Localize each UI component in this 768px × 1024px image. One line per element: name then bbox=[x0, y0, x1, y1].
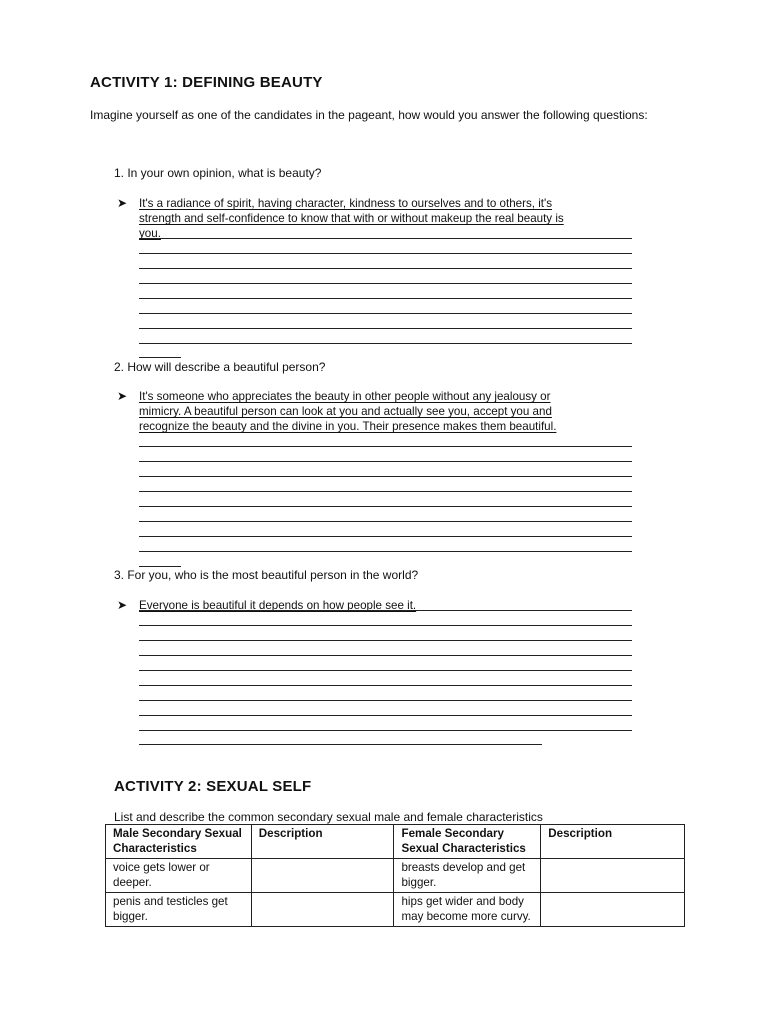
answer-line bbox=[139, 521, 632, 522]
answer-line bbox=[139, 655, 632, 656]
answer-line bbox=[139, 343, 632, 344]
answer-line bbox=[139, 685, 632, 686]
table-cell: hips get wider and body may become more curvy. bbox=[394, 893, 541, 927]
table-header-cell: Male Secondary Sexual Characteristics bbox=[106, 825, 252, 859]
arrow-bullet-icon: ➤ bbox=[117, 598, 128, 612]
answer-line bbox=[139, 238, 632, 239]
answer-line bbox=[139, 610, 632, 611]
characteristics-table bbox=[105, 824, 685, 927]
answer-line bbox=[139, 730, 632, 731]
activity1-title: ACTIVITY 1: DEFINING BEAUTY bbox=[90, 74, 323, 91]
answer-line bbox=[139, 551, 632, 552]
arrow-bullet-icon: ➤ bbox=[117, 389, 128, 403]
table-cell bbox=[541, 859, 685, 893]
table-cell: voice gets lower or deeper. bbox=[106, 859, 252, 893]
answer-line bbox=[139, 715, 632, 716]
answer-line bbox=[139, 476, 632, 477]
answer-line bbox=[139, 506, 632, 507]
answer-line bbox=[139, 446, 632, 447]
table-cell bbox=[251, 859, 394, 893]
answer-line bbox=[139, 640, 632, 641]
table-header-cell: Female Secondary Sexual Characteristics bbox=[394, 825, 541, 859]
answer-line bbox=[139, 253, 632, 254]
activity2-intro: List and describe the common secondary sexual male and female characteristics bbox=[114, 810, 543, 824]
answer-1-line-1: It's a radiance of spirit, having character, kindness to ourselves and to others, it's bbox=[139, 197, 552, 210]
activity2-title: ACTIVITY 2: SEXUAL SELF bbox=[114, 778, 312, 795]
table-cell bbox=[251, 893, 394, 927]
answer-line bbox=[139, 566, 181, 567]
answer-line bbox=[139, 491, 632, 492]
activity1-intro: Imagine yourself as one of the candidates in the pageant, how would you answer the following questions: bbox=[90, 108, 648, 122]
answer-line bbox=[139, 313, 632, 314]
arrow-bullet-icon: ➤ bbox=[117, 196, 128, 210]
answer-1-line-3: you. bbox=[139, 227, 161, 240]
answer-line bbox=[139, 670, 632, 671]
question-1: 1. In your own opinion, what is beauty? bbox=[114, 166, 322, 180]
answer-line bbox=[139, 461, 632, 462]
answer-1-line-2: strength and self-confidence to know that with or without makeup the real beauty is bbox=[139, 212, 564, 225]
table-row bbox=[106, 893, 685, 927]
answer-3-line-1: Everyone is beautiful it depends on how people see it. bbox=[139, 599, 417, 612]
question-2: 2. How will describe a beautiful person? bbox=[114, 360, 326, 374]
table-header-cell: Description bbox=[251, 825, 394, 859]
table-cell: penis and testicles get bigger. bbox=[106, 893, 252, 927]
answer-line bbox=[139, 625, 632, 626]
table-header-row bbox=[106, 825, 685, 859]
table-row bbox=[106, 859, 685, 893]
answer-line bbox=[139, 744, 542, 745]
answer-line bbox=[139, 700, 632, 701]
answer-line bbox=[139, 357, 181, 358]
answer-line bbox=[139, 536, 632, 537]
answer-2-line-2: mimicry. A beautiful person can look at you and actually see you, accept you and bbox=[139, 405, 552, 418]
answer-line bbox=[139, 328, 632, 329]
question-3: 3. For you, who is the most beautiful person in the world? bbox=[114, 568, 419, 582]
table-cell: breasts develop and get bigger. bbox=[394, 859, 541, 893]
answer-2-line-1: It's someone who appreciates the beauty in other people without any jealousy or bbox=[139, 390, 551, 403]
answer-line bbox=[139, 283, 632, 284]
answer-line bbox=[139, 268, 632, 269]
answer-line bbox=[139, 298, 632, 299]
answer-2-line-3: recognize the beauty and the divine in you. Their presence makes them beautiful. bbox=[139, 420, 557, 433]
table-cell bbox=[541, 893, 685, 927]
table-header-cell: Description bbox=[541, 825, 685, 859]
